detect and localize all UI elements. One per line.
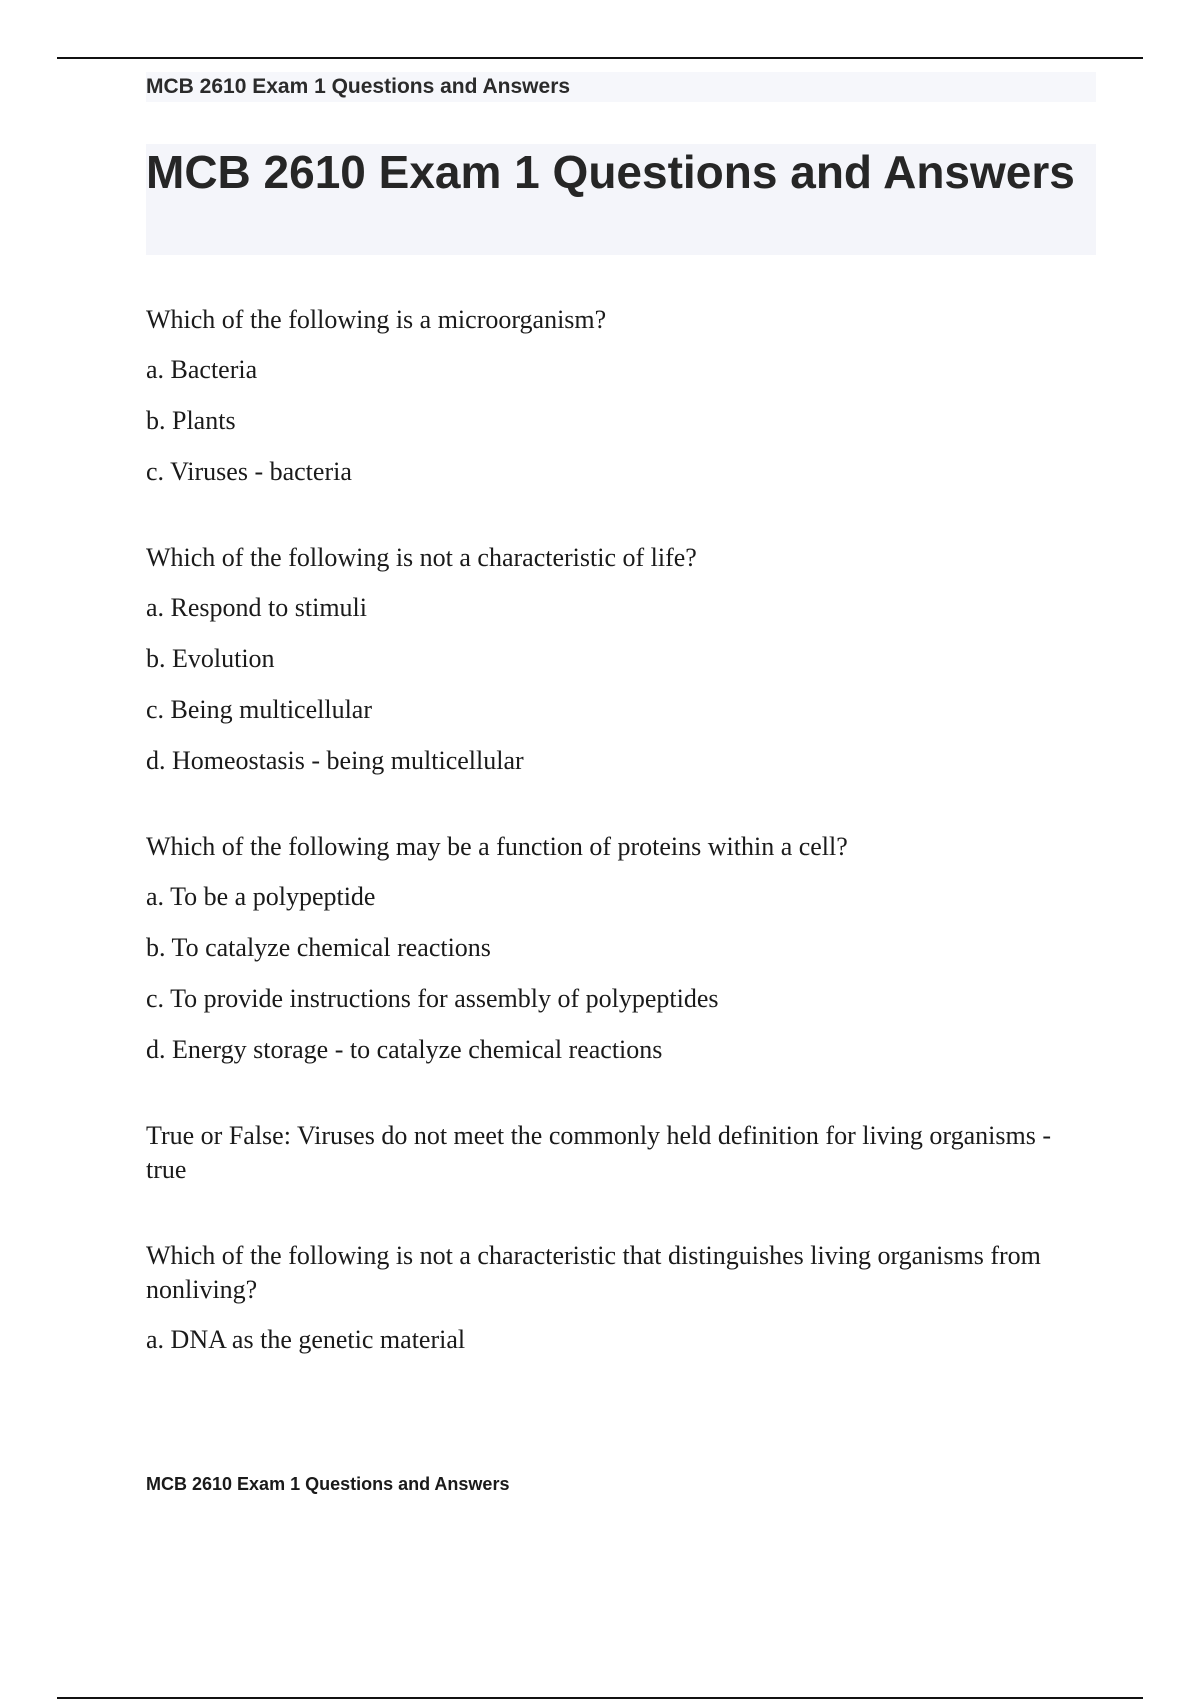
bottom-rule [57,1697,1143,1699]
question-2 [146,541,1096,778]
answer-option: b. Plants [146,406,236,435]
document-title: MCB 2610 Exam 1 Questions and Answers [146,144,1096,255]
question-4 [146,1119,1096,1187]
question-list [146,303,1096,1357]
answer-option: a. To be a polypeptide [146,882,376,911]
answer-option: b. Evolution [146,644,275,673]
answer-option: a. DNA as the genetic material [146,1325,466,1354]
question-text: Which of the following is a microorganism? [146,305,607,334]
answer-option: b. To catalyze chemical reactions [146,933,491,962]
answer-option: a. Respond to stimuli [146,593,367,622]
question-1 [146,303,1096,489]
top-rule [57,57,1143,59]
page-content [146,72,1096,1409]
question-text: Which of the following is not a characteristic of life? [146,543,697,572]
question-5 [146,1239,1096,1357]
answer-option: c. Viruses - bacteria [146,457,352,486]
answer-option: a. Bacteria [146,355,258,384]
question-text: Which of the following is not a characteristic that distinguishes living organisms from nonliving? [146,1241,1041,1304]
answer-option: d. Homeostasis - being multicellular [146,746,524,775]
question-text: Which of the following may be a function of proteins within a cell? [146,832,848,861]
answer-option: d. Energy storage - to catalyze chemical reactions [146,1035,663,1064]
question-3 [146,830,1096,1067]
running-header: MCB 2610 Exam 1 Questions and Answers [146,72,1096,102]
answer-option: c. Being multicellular [146,695,372,724]
question-text: True or False: Viruses do not meet the commonly held definition for living organisms - true [146,1121,1051,1184]
answer-option: c. To provide instructions for assembly of polypeptides [146,984,719,1013]
running-footer: MCB 2610 Exam 1 Questions and Answers [146,1474,510,1494]
